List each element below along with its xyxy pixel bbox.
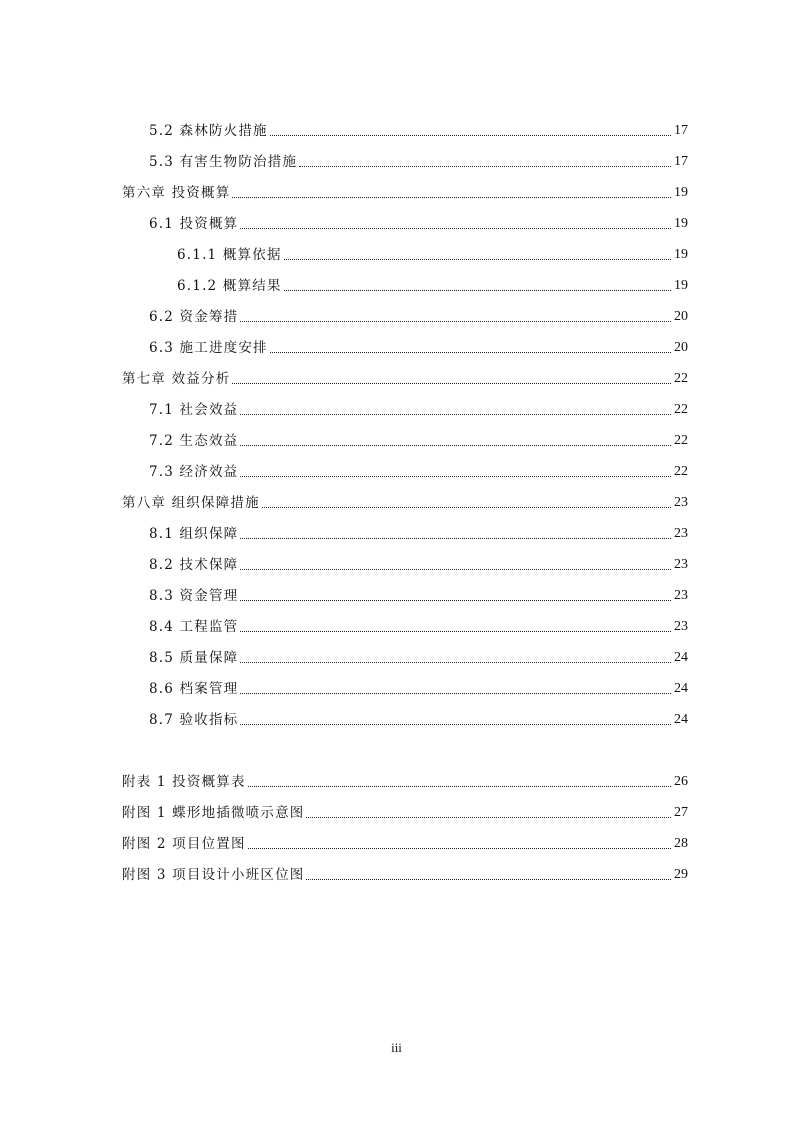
toc-entry-page: 22	[674, 433, 688, 448]
toc-entry-label: 第八章 组织保障措施	[122, 495, 260, 511]
toc-entry-page: 23	[674, 495, 688, 510]
toc-leader-dots	[306, 878, 671, 880]
toc-leader-dots	[240, 661, 671, 663]
toc-leader-dots	[284, 258, 671, 260]
toc-entry-chapter-8[interactable]	[122, 489, 688, 511]
toc-entry-page: 29	[674, 867, 688, 882]
toc-appendix-figure-2[interactable]	[122, 830, 688, 852]
toc-entry-chapter-6[interactable]	[122, 179, 688, 201]
toc-entry-8-2[interactable]	[149, 551, 688, 573]
toc-entry-7-3[interactable]	[149, 458, 688, 480]
toc-entry-page: 19	[674, 185, 688, 200]
toc-entry-page: 20	[674, 309, 688, 324]
toc-appendix-figure-1[interactable]	[122, 799, 688, 821]
toc-entry-label: 8.6 档案管理	[149, 681, 239, 697]
toc-entry-label: 8.4 工程监管	[149, 619, 239, 635]
toc-entry-label: 8.2 技术保障	[149, 557, 239, 573]
toc-entry-chapter-7[interactable]	[122, 365, 688, 387]
toc-entry-page: 23	[674, 557, 688, 572]
toc-entry-page: 28	[674, 836, 688, 851]
toc-entry-label: 7.3 经济效益	[149, 464, 239, 480]
toc-leader-dots	[262, 506, 671, 508]
toc-entry-label: 附图 3 项目设计小班区位图	[122, 867, 305, 883]
toc-entry-page: 26	[674, 774, 688, 789]
toc-entry-7-1[interactable]	[149, 396, 688, 418]
toc-entry-label: 6.3 施工进度安排	[149, 340, 268, 356]
toc-entry-6-1-2[interactable]	[177, 272, 688, 294]
toc-entry-6-2[interactable]	[149, 303, 688, 325]
toc-leader-dots	[284, 289, 671, 291]
toc-entry-6-1-1[interactable]	[177, 241, 688, 263]
toc-entry-page: 22	[674, 371, 688, 386]
toc-entry-label: 附表 1 投资概算表	[122, 774, 246, 790]
toc-entry-page: 24	[674, 712, 688, 727]
toc-entry-page: 23	[674, 619, 688, 634]
toc-entry-page: 27	[674, 805, 688, 820]
toc-leader-dots	[240, 692, 671, 694]
toc-entry-page: 24	[674, 681, 688, 696]
toc-leader-dots	[240, 537, 671, 539]
toc-leader-dots	[240, 723, 671, 725]
toc-entry-label: 第六章 投资概算	[122, 185, 231, 201]
toc-entry-8-3[interactable]	[149, 582, 688, 604]
toc-entry-page: 19	[674, 247, 688, 262]
toc-entry-label: 8.3 资金管理	[149, 588, 239, 604]
toc-entry-label: 7.2 生态效益	[149, 433, 239, 449]
toc-leader-dots	[232, 196, 671, 198]
toc-entry-page: 24	[674, 650, 688, 665]
toc-entry-page: 19	[674, 278, 688, 293]
toc-entry-label: 8.7 验收指标	[149, 712, 239, 728]
toc-entry-label: 7.1 社会效益	[149, 402, 239, 418]
toc-entry-8-4[interactable]	[149, 613, 688, 635]
toc-leader-dots	[248, 785, 671, 787]
toc-appendix-table-1[interactable]	[122, 768, 688, 790]
toc-entry-label: 附图 1 蝶形地插微喷示意图	[122, 805, 305, 821]
toc-entry-page: 20	[674, 340, 688, 355]
toc-entry-label: 6.1.1 概算依据	[177, 247, 282, 263]
toc-entry-6-1[interactable]	[149, 210, 688, 232]
toc-entry-label: 第七章 效益分析	[122, 371, 231, 387]
toc-entry-label: 8.1 组织保障	[149, 526, 239, 542]
toc-leader-dots	[306, 816, 671, 818]
toc-leader-dots	[240, 413, 671, 415]
toc-entry-page: 17	[674, 123, 688, 138]
toc-entry-label: 附图 2 项目位置图	[122, 836, 246, 852]
toc-leader-dots	[248, 847, 671, 849]
toc-leader-dots	[240, 475, 671, 477]
toc-entry-page: 19	[674, 216, 688, 231]
toc-entry-label: 5.3 有害生物防治措施	[149, 154, 298, 170]
toc-leader-dots	[270, 134, 671, 136]
toc-entry-label: 6.1.2 概算结果	[177, 278, 282, 294]
toc-leader-dots	[240, 444, 671, 446]
toc-entry-8-5[interactable]	[149, 644, 688, 666]
toc-entry-8-7[interactable]	[149, 706, 688, 728]
toc-entry-5-2[interactable]	[149, 117, 688, 139]
toc-entry-page: 22	[674, 464, 688, 479]
toc-leader-dots	[240, 320, 671, 322]
toc-entry-label: 6.2 资金筹措	[149, 309, 239, 325]
toc-entry-page: 17	[674, 154, 688, 169]
toc-entry-label: 8.5 质量保障	[149, 650, 239, 666]
toc-entry-8-1[interactable]	[149, 520, 688, 542]
toc-entry-6-3[interactable]	[149, 334, 688, 356]
toc-entry-page: 23	[674, 526, 688, 541]
toc-leader-dots	[240, 630, 671, 632]
toc-entry-label: 6.1 投资概算	[149, 216, 239, 232]
toc-appendix-figure-3[interactable]	[122, 861, 688, 883]
toc-leader-dots	[240, 227, 671, 229]
toc-entry-8-6[interactable]	[149, 675, 688, 697]
toc-entry-page: 23	[674, 588, 688, 603]
toc-leader-dots	[232, 382, 671, 384]
toc-entry-7-2[interactable]	[149, 427, 688, 449]
toc-leader-dots	[240, 568, 671, 570]
toc-leader-dots	[270, 351, 671, 353]
toc-entry-page: 22	[674, 402, 688, 417]
toc-leader-dots	[240, 599, 671, 601]
toc-leader-dots	[299, 165, 671, 167]
page-number-footer: iii	[391, 1040, 402, 1055]
toc-entry-label: 5.2 森林防火措施	[149, 123, 268, 139]
toc-entry-5-3[interactable]	[149, 148, 688, 170]
